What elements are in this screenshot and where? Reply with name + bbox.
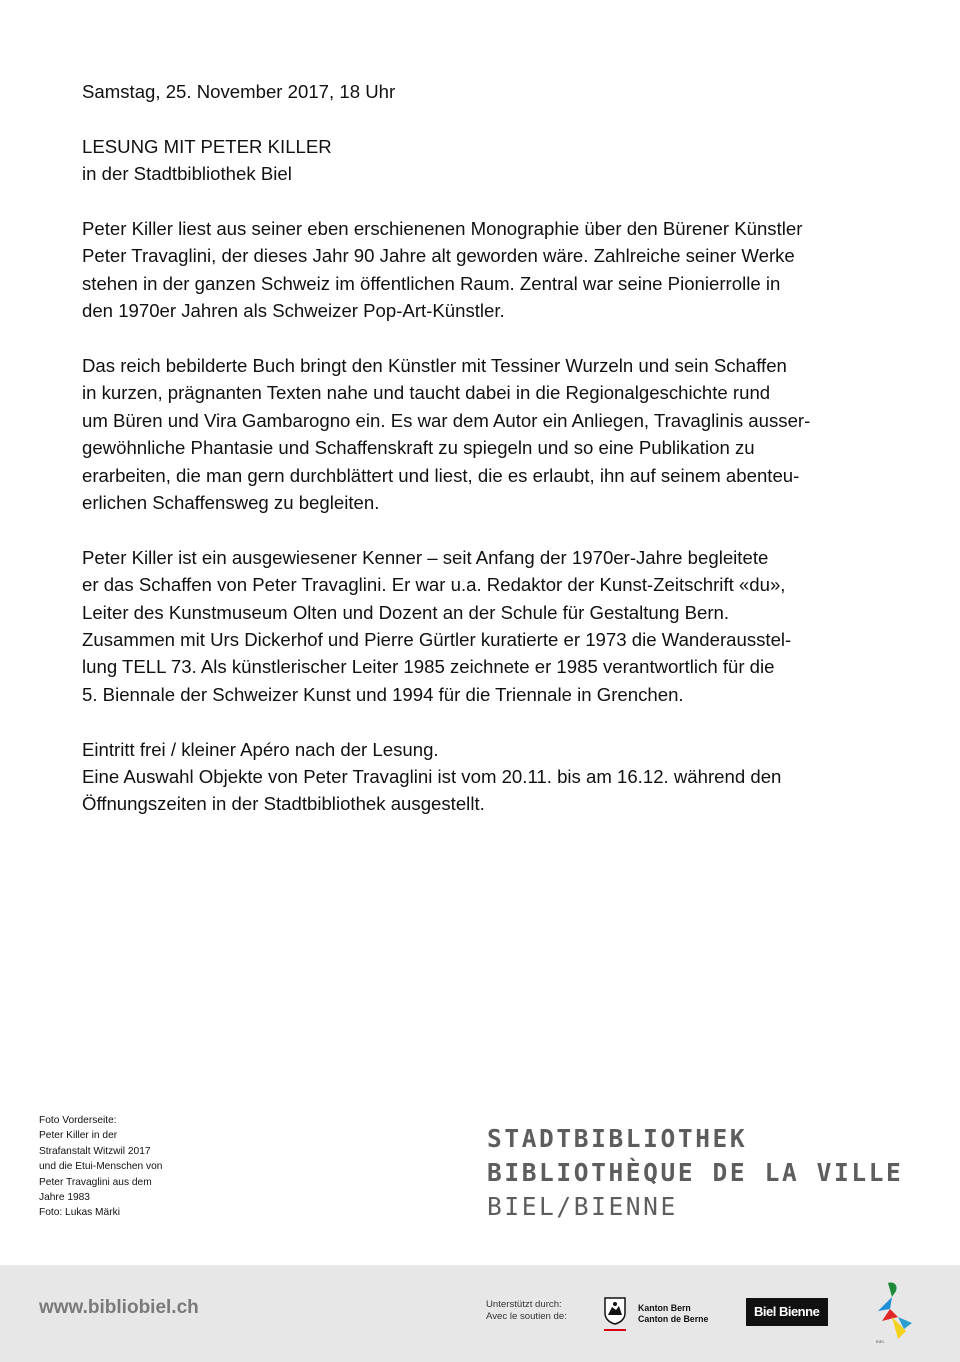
paragraph-line: 5. Biennale der Schweizer Kunst und 1994 für die Triennale in Grenchen. xyxy=(82,683,684,705)
event-location: in der Stadtbibliothek Biel xyxy=(82,163,292,185)
paragraph-line: Leiter des Kunstmuseum Olten und Dozent an der Schule für Gestaltung Bern. xyxy=(82,601,730,623)
body-paragraphs xyxy=(82,215,902,818)
paragraph-line: Peter Killer ist ein ausgewiesener Kenner – seit Anfang der 1970er-Jahre begleitete xyxy=(82,546,769,568)
paragraph-line: in kurzen, prägnanten Texten nahe und taucht dabei in die Regionalgeschichte rund xyxy=(82,382,771,404)
paragraph-line: um Büren und Vira Gambarogno ein. Es war dem Autor ein Anliegen, Travaglinis ausser- xyxy=(82,409,811,431)
kanton-name-de: Kanton Bern xyxy=(638,1303,691,1313)
logo-line-biel-bienne: BIEL/BIENNE xyxy=(487,1192,678,1221)
library-logo xyxy=(487,1122,903,1224)
paragraph-line: gewöhnliche Phantasie und Schaffenskraft zu spiegeln und so eine Publikation zu xyxy=(82,437,755,459)
paragraph-line: Peter Killer liest aus seiner eben erschienenen Monographie über den Bürener Künstler xyxy=(82,218,803,239)
biel-bienne-logo-text: Biel Bienne xyxy=(754,1304,820,1319)
paragraph-line: Öffnungszeiten in der Stadtbibliothek ausgestellt. xyxy=(82,793,485,815)
paragraph-line: lung TELL 73. Als künstlerischer Leiter 1985 zeichnete er 1985 verantwortlich für die xyxy=(82,656,775,678)
paragraph-line: erarbeiten, die man gern durchblättert und liest, die es erlaubt, ihn auf seinem abenteu- xyxy=(82,464,800,486)
bern-shield-icon xyxy=(604,1297,626,1325)
caption-line: Jahre 1983 xyxy=(39,1192,90,1204)
logo-line-bibliotheque: BIBLIOTHÈQUE DE LA VILLE xyxy=(487,1158,904,1187)
document-body xyxy=(82,78,902,818)
kanton-bern-logo xyxy=(604,1297,714,1333)
paragraph-line: er das Schaffen von Peter Travaglini. Er war u.a. Redaktor der Kunst-Zeitschrift «du», xyxy=(82,574,786,596)
paragraph-line: Zusammen mit Urs Dickerhof und Pierre Gürtler kuratierte er 1973 die Wanderausstel- xyxy=(82,629,792,651)
parrot-logo-icon xyxy=(868,1277,916,1349)
paragraph-line: Peter Travaglini, der dieses Jahr 90 Jahre alt geworden wäre. Zahlreiche seiner Werke xyxy=(82,245,795,267)
paragraph-line: Das reich bebilderte Buch bringt den Künstler mit Tessiner Wurzeln und sein Schaffen xyxy=(82,355,787,377)
footer xyxy=(0,1265,960,1362)
caption-line: Peter Killer in der xyxy=(39,1130,118,1142)
paragraph-line: Eintritt frei / kleiner Apéro nach der Lesung. xyxy=(82,738,439,760)
caption-line: Peter Travaglini aus dem xyxy=(39,1176,152,1188)
paragraph-line: stehen in der ganzen Schweiz im öffentlichen Raum. Zentral war seine Pionierrolle in xyxy=(82,272,781,294)
logo-line-stadtbibliothek: STADTBIBLIOTHEK xyxy=(487,1124,748,1153)
biel-bienne-logo xyxy=(746,1298,828,1326)
photo-caption xyxy=(39,1113,162,1221)
event-date: Samstag, 25. November 2017, 18 Uhr xyxy=(82,81,396,102)
support-label-de: Unterstützt durch: xyxy=(486,1299,562,1310)
paragraph-line: den 1970er Jahren als Schweizer Pop-Art-Künstler. xyxy=(82,300,505,322)
caption-line: Foto Vorderseite: xyxy=(39,1115,117,1126)
support-label xyxy=(486,1299,567,1323)
website-link[interactable]: www.bibliobiel.ch xyxy=(39,1297,199,1318)
paragraph-line: erlichen Schaffensweg zu begleiten. xyxy=(82,492,380,514)
caption-line: Foto: Lukas Märki xyxy=(39,1207,120,1219)
paragraph-line: Eine Auswahl Objekte von Peter Travaglini ist vom 20.11. bis am 16.12. während den xyxy=(82,766,782,788)
support-label-fr: Avec le soutien de: xyxy=(486,1311,567,1322)
kanton-name-fr: Canton de Berne xyxy=(638,1314,709,1324)
caption-line: und die Etui-Menschen von xyxy=(39,1161,163,1173)
svg-text:BIEL: BIEL xyxy=(876,1339,885,1344)
event-title: LESUNG MIT PETER KILLER xyxy=(82,135,332,157)
caption-line: Strafanstalt Witzwil 2017 xyxy=(39,1145,151,1157)
